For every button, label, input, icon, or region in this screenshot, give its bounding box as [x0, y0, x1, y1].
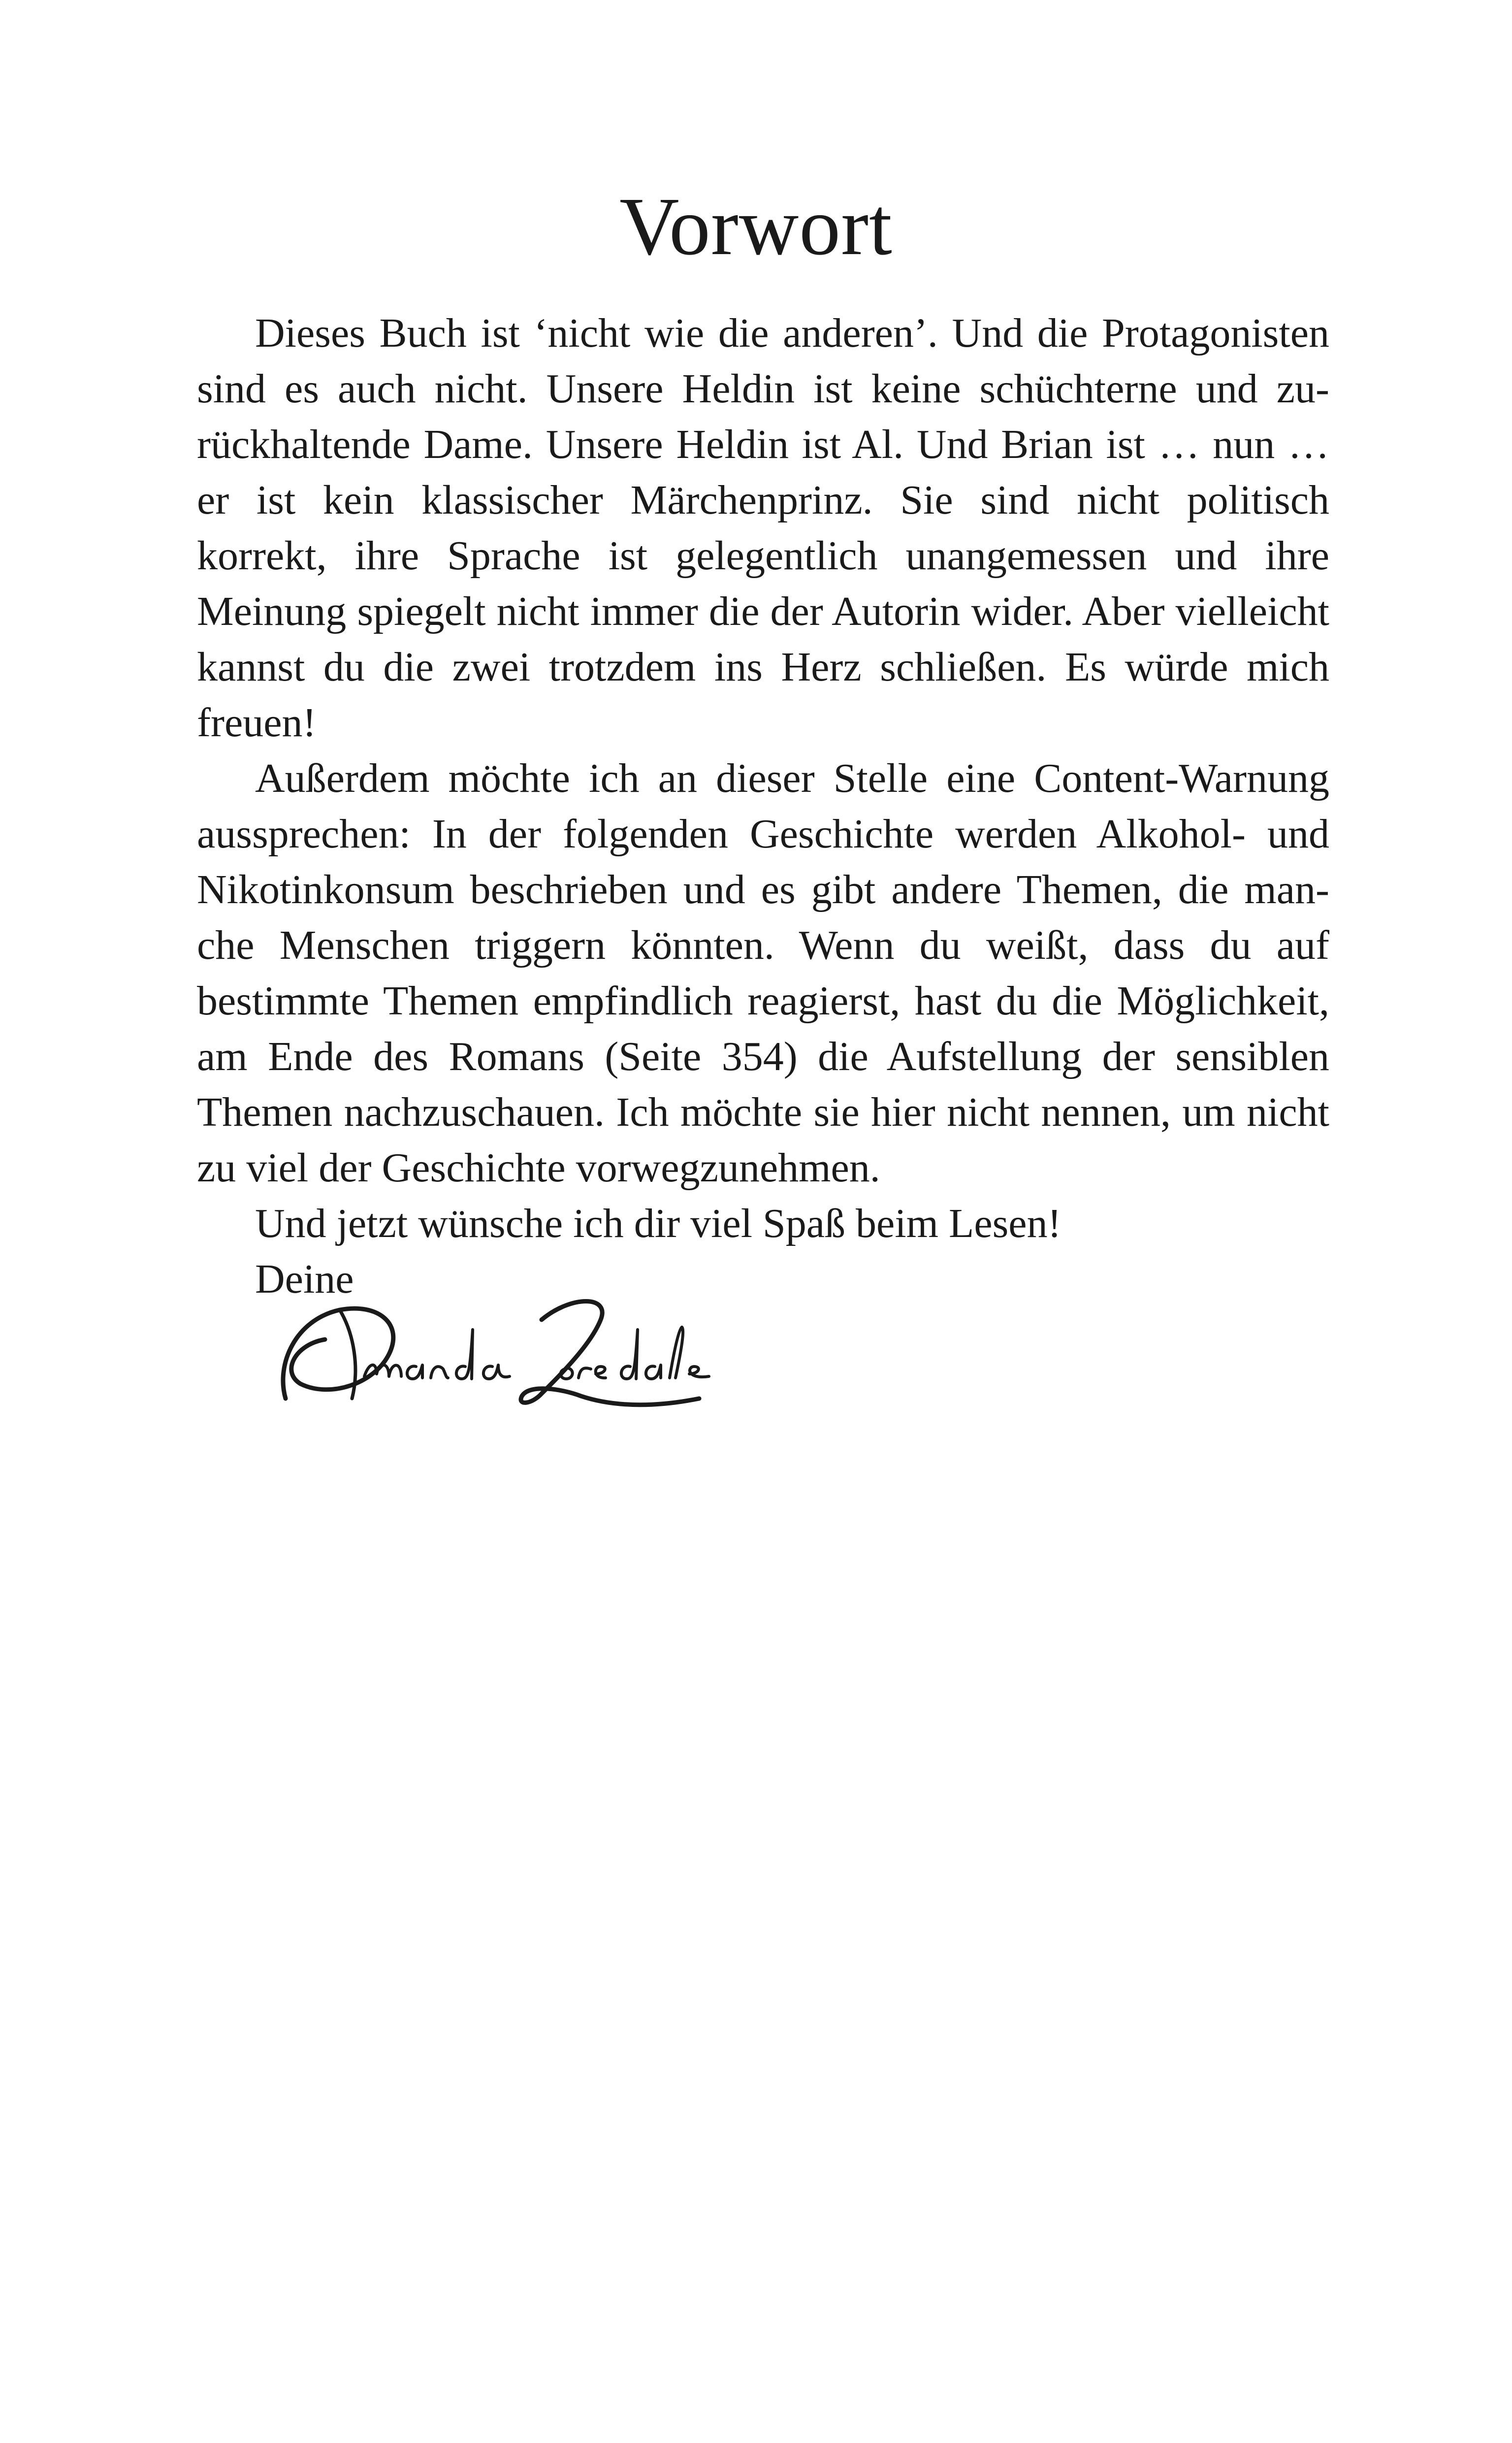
sign-off: Deine — [255, 1256, 354, 1302]
closing-line: Und jetzt wünsche ich dir viel Spaß beim Lesen! — [255, 1201, 1062, 1246]
author-signature — [266, 1275, 758, 1423]
signature-image — [266, 1275, 758, 1423]
preface-body — [197, 305, 1329, 1307]
paragraph-intro: Dieses Buch ist ‘nicht wie die anderen’. Und die Protagonisten sind es auch nicht. Unsere Heldin ist keine schüchterne und zurückhaltende Dame. Unsere Heldin ist Al. Und Brian ist … nun … er ist kein klassischer Märchenprinz. Sie sind nicht politisch korrekt, ihre Sprache ist gelegentlich unangemessen und ihre Meinung spiegelt nicht immer die der Autorin wider. Aber vielleicht kannst du die zwei trotzdem ins Herz schließen. Es würde mich freuen! — [197, 310, 1329, 746]
page-title: Vorwort — [619, 181, 893, 272]
paragraph-content-warning: Außerdem möchte ich an dieser Stelle eine Content-Warnung aussprechen: In der folgenden Geschichte werden Alkohol- und Nikotinkonsum beschrieben und es gibt andere Themen, die manche Menschen triggern könnten. Wenn du weißt, dass du auf bestimmte Themen empfindlich reagierst, hast du die Möglichkeit, am Ende des Romans (Seite 354) die Aufstellung der sensiblen Themen nachzuschauen. Ich möchte sie hier nicht nennen, um nicht zu viel der Geschichte vorwegzunehmen. — [197, 755, 1329, 1191]
